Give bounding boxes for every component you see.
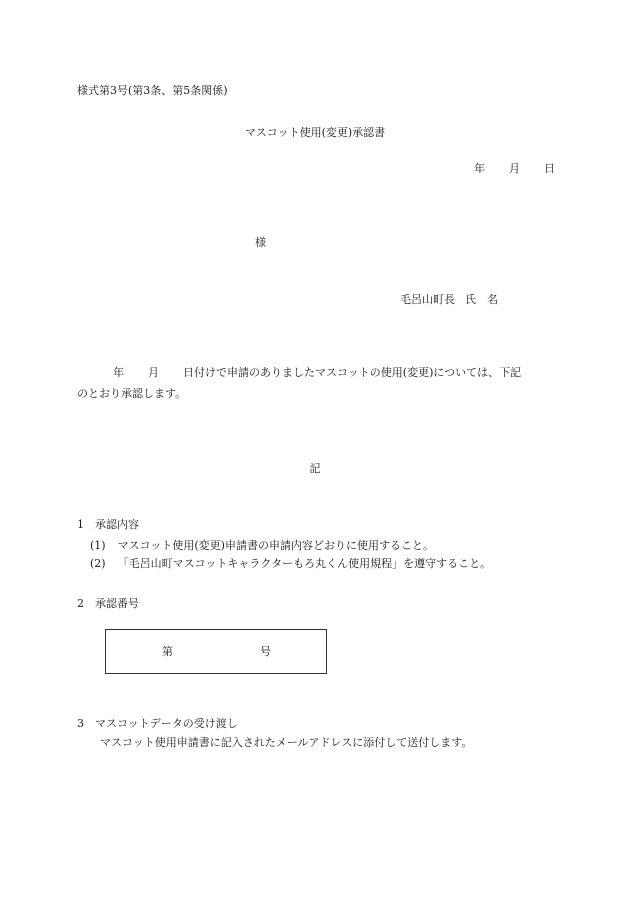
issuer	[400, 293, 498, 307]
section-1-item-2	[90, 557, 491, 571]
item-text: 「毛呂山町マスコットキャラクターもろ丸くん使用規程」を遵守すること。	[117, 557, 492, 570]
issuer-office: 毛呂山町長	[400, 293, 455, 306]
date-year-label: 年	[474, 162, 485, 175]
body-paragraph-line2: のとおり承認します。	[77, 387, 187, 400]
issue-date	[474, 162, 555, 176]
addressee-suffix: 様	[255, 236, 266, 249]
approval-number-prefix: 第	[162, 645, 173, 658]
approval-number-box	[105, 629, 327, 674]
body-paragraph-line1	[77, 366, 521, 380]
body-year-label: 年	[113, 366, 124, 379]
date-month-label: 月	[509, 162, 520, 175]
item-number: (1)	[90, 539, 106, 552]
form-number: 様式第3号(第3条、第5条関係)	[77, 84, 228, 97]
issuer-name-label: 氏 名	[465, 293, 498, 306]
section-3-heading: 3 マスコットデータの受け渡し	[77, 717, 238, 730]
section-1-heading: 1 承認内容	[77, 518, 139, 531]
body-month-label: 月	[148, 366, 159, 379]
item-text: マスコット使用(変更)申請書の申請内容どおりに使用すること。	[117, 539, 434, 552]
ki-marker: 記	[309, 462, 321, 475]
body-text: 日付けで申請のありましたマスコットの使用(変更)については、下記	[183, 366, 522, 379]
item-number: (2)	[90, 557, 106, 570]
date-day-label: 日	[544, 162, 555, 175]
approval-number-suffix: 号	[260, 645, 271, 658]
section-1-item-1	[90, 539, 434, 553]
section-3-text: マスコット使用申請書に記入されたメールアドレスに添付して送付します。	[100, 736, 473, 749]
section-2-heading: 2 承認番号	[77, 597, 139, 610]
document-title: マスコット使用(変更)承認書	[244, 126, 386, 139]
